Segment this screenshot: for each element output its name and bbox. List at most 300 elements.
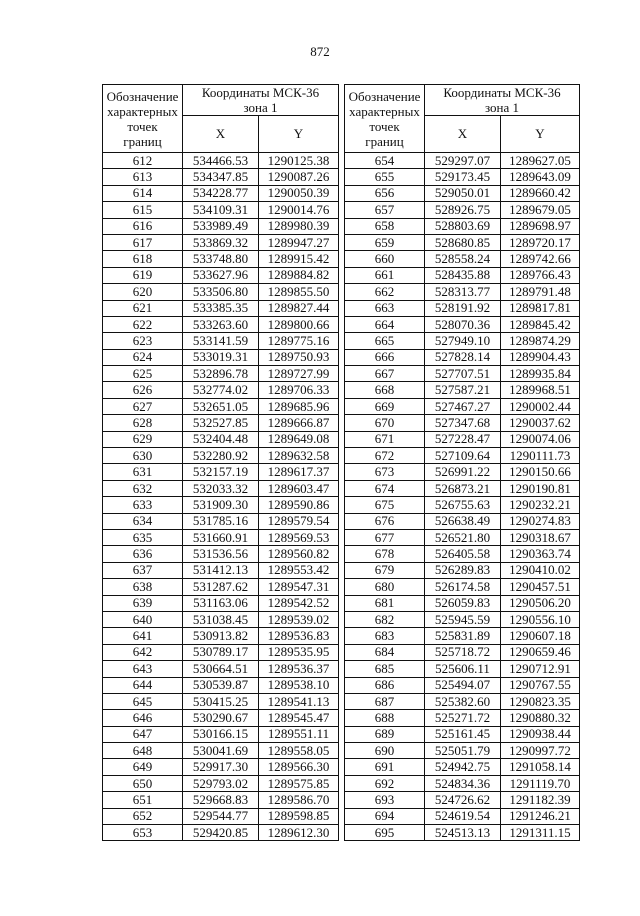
left-coord-x: 530539.87	[183, 677, 259, 693]
right-point-id: 662	[345, 284, 425, 300]
page-number: 872	[310, 44, 330, 59]
right-coord-x: 528558.24	[425, 251, 501, 267]
table-row	[103, 497, 580, 513]
left-coord-x: 534347.85	[183, 169, 259, 185]
left-coord-x: 531287.62	[183, 579, 259, 595]
left-coord-x: 531909.30	[183, 497, 259, 513]
right-coord-x: 528803.69	[425, 218, 501, 234]
table-row	[103, 464, 580, 480]
left-coord-y: 1289547.31	[259, 579, 339, 595]
left-coord-x: 532651.05	[183, 398, 259, 414]
left-coord-x: 534228.77	[183, 185, 259, 201]
right-coord-y: 1290997.72	[501, 743, 580, 759]
left-coord-y: 1289612.30	[259, 825, 339, 841]
left-coord-y: 1289586.70	[259, 792, 339, 808]
left-coord-y: 1289980.39	[259, 218, 339, 234]
header-coordinates-left: Координаты МСК-36 зона 1	[183, 85, 339, 116]
left-coord-x: 530789.17	[183, 644, 259, 660]
left-coord-y: 1289947.27	[259, 234, 339, 250]
right-coord-x: 526521.80	[425, 529, 501, 545]
right-coord-x: 526638.49	[425, 513, 501, 529]
right-coord-x: 524834.36	[425, 775, 501, 791]
right-point-id: 688	[345, 710, 425, 726]
right-point-id: 686	[345, 677, 425, 693]
right-coord-x: 526991.22	[425, 464, 501, 480]
table-row	[103, 628, 580, 644]
right-coord-x: 524942.75	[425, 759, 501, 775]
right-point-id: 655	[345, 169, 425, 185]
left-coord-x: 533869.32	[183, 234, 259, 250]
left-point-id: 647	[103, 726, 183, 742]
left-point-id: 649	[103, 759, 183, 775]
right-point-id: 656	[345, 185, 425, 201]
left-coord-y: 1289603.47	[259, 480, 339, 496]
left-coord-x: 531163.06	[183, 595, 259, 611]
right-point-id: 683	[345, 628, 425, 644]
right-coord-x: 528191.92	[425, 300, 501, 316]
left-point-id: 648	[103, 743, 183, 759]
left-coord-y: 1289617.37	[259, 464, 339, 480]
table-row	[103, 743, 580, 759]
left-point-id: 640	[103, 611, 183, 627]
right-point-id: 682	[345, 611, 425, 627]
right-coord-x: 524513.13	[425, 825, 501, 841]
table-row	[103, 153, 580, 169]
right-point-id: 660	[345, 251, 425, 267]
left-coord-y: 1289598.85	[259, 808, 339, 824]
left-coord-y: 1289855.50	[259, 284, 339, 300]
left-coord-y: 1289535.95	[259, 644, 339, 660]
right-coord-y: 1290556.10	[501, 611, 580, 627]
right-coord-y: 1291246.21	[501, 808, 580, 824]
left-coord-y: 1290014.76	[259, 202, 339, 218]
right-coord-x: 528680.85	[425, 234, 501, 250]
left-coord-y: 1289827.44	[259, 300, 339, 316]
right-point-id: 659	[345, 234, 425, 250]
left-point-id: 653	[103, 825, 183, 841]
coordinates-table	[102, 84, 580, 841]
right-point-id: 679	[345, 562, 425, 578]
left-point-id: 620	[103, 284, 183, 300]
right-coord-x: 527109.64	[425, 448, 501, 464]
right-point-id: 678	[345, 546, 425, 562]
right-point-id: 677	[345, 529, 425, 545]
right-coord-y: 1290190.81	[501, 480, 580, 496]
left-coord-y: 1289706.33	[259, 382, 339, 398]
right-coord-x: 525161.45	[425, 726, 501, 742]
table-row	[103, 529, 580, 545]
left-coord-y: 1289590.86	[259, 497, 339, 513]
right-coord-x: 527828.14	[425, 349, 501, 365]
right-point-id: 675	[345, 497, 425, 513]
right-point-id: 693	[345, 792, 425, 808]
left-point-id: 627	[103, 398, 183, 414]
table-row	[103, 366, 580, 382]
left-coord-y: 1289727.99	[259, 366, 339, 382]
left-point-id: 646	[103, 710, 183, 726]
right-coord-y: 1290767.55	[501, 677, 580, 693]
right-coord-x: 526174.58	[425, 579, 501, 595]
table-row	[103, 202, 580, 218]
right-coord-x: 529297.07	[425, 153, 501, 169]
right-coord-y: 1289660.42	[501, 185, 580, 201]
table-row	[103, 185, 580, 201]
left-point-id: 642	[103, 644, 183, 660]
right-coord-y: 1290607.18	[501, 628, 580, 644]
right-coord-y: 1289968.51	[501, 382, 580, 398]
left-point-id: 650	[103, 775, 183, 791]
left-coord-x: 530664.51	[183, 661, 259, 677]
left-point-id: 617	[103, 234, 183, 250]
table-row	[103, 234, 580, 250]
left-coord-x: 533989.49	[183, 218, 259, 234]
table-row	[103, 300, 580, 316]
left-point-id: 621	[103, 300, 183, 316]
right-coord-y: 1290506.20	[501, 595, 580, 611]
right-coord-x: 525051.79	[425, 743, 501, 759]
right-coord-x: 525606.11	[425, 661, 501, 677]
right-coord-y: 1290938.44	[501, 726, 580, 742]
left-coord-x: 533263.60	[183, 316, 259, 332]
right-coord-y: 1290232.21	[501, 497, 580, 513]
right-coord-x: 525945.59	[425, 611, 501, 627]
right-coord-y: 1290002.44	[501, 398, 580, 414]
right-coord-x: 527949.10	[425, 333, 501, 349]
table-row	[103, 333, 580, 349]
header-point-name-right: Обозначение характерных точек границ	[345, 85, 425, 153]
table-row	[103, 693, 580, 709]
left-coord-x: 530415.25	[183, 693, 259, 709]
header-coordinates-right: Координаты МСК-36 зона 1	[425, 85, 580, 116]
left-point-id: 613	[103, 169, 183, 185]
left-coord-x: 529420.85	[183, 825, 259, 841]
right-coord-y: 1291311.15	[501, 825, 580, 841]
table-row	[103, 382, 580, 398]
left-coord-y: 1289575.85	[259, 775, 339, 791]
right-point-id: 666	[345, 349, 425, 365]
table-row	[103, 546, 580, 562]
left-coord-x: 532404.48	[183, 431, 259, 447]
left-point-id: 652	[103, 808, 183, 824]
right-coord-x: 529173.45	[425, 169, 501, 185]
left-coord-x: 530913.82	[183, 628, 259, 644]
right-coord-x: 525494.07	[425, 677, 501, 693]
right-point-id: 657	[345, 202, 425, 218]
right-coord-x: 528313.77	[425, 284, 501, 300]
right-coord-y: 1291182.39	[501, 792, 580, 808]
right-coord-y: 1290659.46	[501, 644, 580, 660]
right-coord-y: 1290823.35	[501, 693, 580, 709]
right-coord-y: 1289935.84	[501, 366, 580, 382]
left-point-id: 619	[103, 267, 183, 283]
left-coord-y: 1289536.37	[259, 661, 339, 677]
table-row	[103, 611, 580, 627]
right-coord-x: 525271.72	[425, 710, 501, 726]
right-point-id: 684	[345, 644, 425, 660]
right-point-id: 663	[345, 300, 425, 316]
table-row	[103, 710, 580, 726]
right-coord-y: 1290318.67	[501, 529, 580, 545]
right-coord-x: 526289.83	[425, 562, 501, 578]
table-row	[103, 513, 580, 529]
left-coord-x: 532033.32	[183, 480, 259, 496]
right-coord-y: 1291119.70	[501, 775, 580, 791]
right-point-id: 690	[345, 743, 425, 759]
left-point-id: 633	[103, 497, 183, 513]
left-point-id: 639	[103, 595, 183, 611]
right-coord-y: 1289742.66	[501, 251, 580, 267]
right-point-id: 658	[345, 218, 425, 234]
right-coord-y: 1289679.05	[501, 202, 580, 218]
header-y-right: Y	[501, 116, 580, 153]
left-coord-y: 1289536.83	[259, 628, 339, 644]
right-coord-x: 525831.89	[425, 628, 501, 644]
table-body	[103, 153, 580, 841]
left-point-id: 624	[103, 349, 183, 365]
left-coord-x: 533019.31	[183, 349, 259, 365]
right-point-id: 670	[345, 415, 425, 431]
left-point-id: 630	[103, 448, 183, 464]
table-row	[103, 808, 580, 824]
table-row	[103, 792, 580, 808]
left-coord-y: 1289800.66	[259, 316, 339, 332]
table-row	[103, 775, 580, 791]
left-point-id: 626	[103, 382, 183, 398]
right-point-id: 694	[345, 808, 425, 824]
table-row	[103, 661, 580, 677]
left-coord-x: 534466.53	[183, 153, 259, 169]
left-coord-y: 1289566.30	[259, 759, 339, 775]
left-coord-y: 1289775.16	[259, 333, 339, 349]
right-coord-x: 526059.83	[425, 595, 501, 611]
left-coord-x: 531038.45	[183, 611, 259, 627]
right-coord-y: 1290880.32	[501, 710, 580, 726]
left-coord-x: 531785.16	[183, 513, 259, 529]
left-coord-y: 1289553.42	[259, 562, 339, 578]
left-coord-x: 533141.59	[183, 333, 259, 349]
left-point-id: 638	[103, 579, 183, 595]
right-coord-y: 1290274.83	[501, 513, 580, 529]
right-coord-y: 1289627.05	[501, 153, 580, 169]
right-point-id: 695	[345, 825, 425, 841]
table-row	[103, 759, 580, 775]
right-coord-x: 528435.88	[425, 267, 501, 283]
left-point-id: 635	[103, 529, 183, 545]
left-coord-x: 533627.96	[183, 267, 259, 283]
left-point-id: 631	[103, 464, 183, 480]
left-coord-y: 1289666.87	[259, 415, 339, 431]
right-coord-y: 1289874.29	[501, 333, 580, 349]
right-coord-x: 527347.68	[425, 415, 501, 431]
table-row	[103, 251, 580, 267]
left-coord-y: 1289750.93	[259, 349, 339, 365]
left-point-id: 644	[103, 677, 183, 693]
left-coord-x: 529917.30	[183, 759, 259, 775]
left-coord-y: 1289884.82	[259, 267, 339, 283]
right-coord-y: 1290410.02	[501, 562, 580, 578]
left-coord-y: 1289649.08	[259, 431, 339, 447]
right-point-id: 654	[345, 153, 425, 169]
table-row	[103, 267, 580, 283]
left-coord-x: 532527.85	[183, 415, 259, 431]
left-coord-y: 1290050.39	[259, 185, 339, 201]
right-coord-y: 1290037.62	[501, 415, 580, 431]
right-point-id: 691	[345, 759, 425, 775]
table-row	[103, 579, 580, 595]
left-coord-y: 1289569.53	[259, 529, 339, 545]
right-point-id: 692	[345, 775, 425, 791]
left-point-id: 637	[103, 562, 183, 578]
left-coord-x: 533748.80	[183, 251, 259, 267]
left-coord-x: 533385.35	[183, 300, 259, 316]
left-point-id: 629	[103, 431, 183, 447]
header-x-right: X	[425, 116, 501, 153]
left-point-id: 643	[103, 661, 183, 677]
right-point-id: 676	[345, 513, 425, 529]
left-coord-x: 532157.19	[183, 464, 259, 480]
left-coord-x: 532280.92	[183, 448, 259, 464]
right-coord-x: 529050.01	[425, 185, 501, 201]
table-row	[103, 398, 580, 414]
left-point-id: 616	[103, 218, 183, 234]
left-coord-x: 529793.02	[183, 775, 259, 791]
right-point-id: 669	[345, 398, 425, 414]
left-coord-x: 531536.56	[183, 546, 259, 562]
right-point-id: 667	[345, 366, 425, 382]
table-row	[103, 218, 580, 234]
right-point-id: 668	[345, 382, 425, 398]
left-coord-x: 529544.77	[183, 808, 259, 824]
table-row	[103, 415, 580, 431]
right-point-id: 672	[345, 448, 425, 464]
right-coord-y: 1289720.17	[501, 234, 580, 250]
left-point-id: 636	[103, 546, 183, 562]
right-coord-x: 525382.60	[425, 693, 501, 709]
table-row	[103, 431, 580, 447]
left-coord-y: 1289545.47	[259, 710, 339, 726]
left-coord-y: 1289915.42	[259, 251, 339, 267]
left-coord-y: 1290125.38	[259, 153, 339, 169]
left-point-id: 641	[103, 628, 183, 644]
right-point-id: 665	[345, 333, 425, 349]
right-coord-x: 525718.72	[425, 644, 501, 660]
left-coord-y: 1289560.82	[259, 546, 339, 562]
left-coord-x: 533506.80	[183, 284, 259, 300]
right-coord-x: 526873.21	[425, 480, 501, 496]
right-point-id: 685	[345, 661, 425, 677]
header-y-left: Y	[259, 116, 339, 153]
right-coord-y: 1290712.91	[501, 661, 580, 677]
left-point-id: 651	[103, 792, 183, 808]
right-coord-x: 526405.58	[425, 546, 501, 562]
left-coord-y: 1289538.10	[259, 677, 339, 693]
right-point-id: 661	[345, 267, 425, 283]
right-coord-y: 1290457.51	[501, 579, 580, 595]
left-coord-y: 1289542.52	[259, 595, 339, 611]
right-coord-y: 1289791.48	[501, 284, 580, 300]
left-coord-y: 1290087.26	[259, 169, 339, 185]
table-row	[103, 825, 580, 841]
left-point-id: 614	[103, 185, 183, 201]
left-coord-y: 1289541.13	[259, 693, 339, 709]
right-coord-x: 527228.47	[425, 431, 501, 447]
left-coord-y: 1289539.02	[259, 611, 339, 627]
table-row	[103, 726, 580, 742]
left-point-id: 615	[103, 202, 183, 218]
table-row	[103, 448, 580, 464]
right-coord-y: 1291058.14	[501, 759, 580, 775]
left-coord-x: 530166.15	[183, 726, 259, 742]
table-row	[103, 644, 580, 660]
right-coord-x: 527707.51	[425, 366, 501, 382]
table-row	[103, 677, 580, 693]
left-point-id: 632	[103, 480, 183, 496]
right-point-id: 674	[345, 480, 425, 496]
header-point-name-left: Обозначение характерных точек границ	[103, 85, 183, 153]
table-row	[103, 595, 580, 611]
table-row	[103, 562, 580, 578]
right-coord-y: 1289817.81	[501, 300, 580, 316]
right-point-id: 671	[345, 431, 425, 447]
left-point-id: 622	[103, 316, 183, 332]
left-coord-x: 534109.31	[183, 202, 259, 218]
left-point-id: 623	[103, 333, 183, 349]
table-row	[103, 349, 580, 365]
left-coord-x: 532774.02	[183, 382, 259, 398]
right-coord-y: 1290150.66	[501, 464, 580, 480]
right-coord-x: 528926.75	[425, 202, 501, 218]
left-point-id: 628	[103, 415, 183, 431]
right-coord-y: 1290111.73	[501, 448, 580, 464]
header-x-left: X	[183, 116, 259, 153]
table-row	[103, 284, 580, 300]
left-coord-y: 1289551.11	[259, 726, 339, 742]
left-coord-x: 530290.67	[183, 710, 259, 726]
table-row	[103, 316, 580, 332]
left-point-id: 612	[103, 153, 183, 169]
left-point-id: 645	[103, 693, 183, 709]
left-coord-x: 531412.13	[183, 562, 259, 578]
table-row	[103, 169, 580, 185]
left-coord-y: 1289579.54	[259, 513, 339, 529]
left-coord-x: 532896.78	[183, 366, 259, 382]
right-coord-x: 527467.27	[425, 398, 501, 414]
left-coord-y: 1289685.96	[259, 398, 339, 414]
right-point-id: 673	[345, 464, 425, 480]
left-point-id: 618	[103, 251, 183, 267]
right-point-id: 664	[345, 316, 425, 332]
left-coord-y: 1289632.58	[259, 448, 339, 464]
left-coord-x: 531660.91	[183, 529, 259, 545]
right-coord-y: 1290074.06	[501, 431, 580, 447]
left-point-id: 625	[103, 366, 183, 382]
right-coord-x: 524726.62	[425, 792, 501, 808]
table-row	[103, 480, 580, 496]
left-point-id: 634	[103, 513, 183, 529]
right-coord-y: 1289766.43	[501, 267, 580, 283]
right-point-id: 689	[345, 726, 425, 742]
right-coord-x: 528070.36	[425, 316, 501, 332]
left-coord-y: 1289558.05	[259, 743, 339, 759]
right-coord-y: 1289904.43	[501, 349, 580, 365]
right-coord-y: 1289643.09	[501, 169, 580, 185]
left-coord-x: 530041.69	[183, 743, 259, 759]
right-coord-x: 524619.54	[425, 808, 501, 824]
right-coord-y: 1290363.74	[501, 546, 580, 562]
right-point-id: 680	[345, 579, 425, 595]
right-coord-x: 527587.21	[425, 382, 501, 398]
right-point-id: 681	[345, 595, 425, 611]
